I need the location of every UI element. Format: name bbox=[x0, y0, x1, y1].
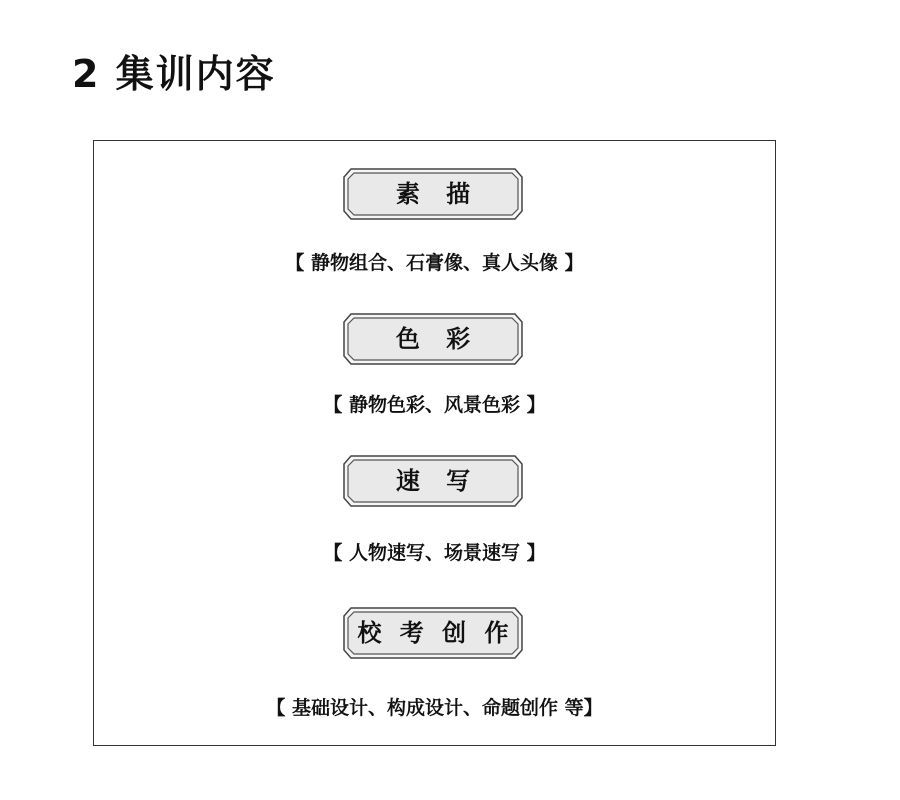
section-description: 【 静物色彩、风景色彩 】 bbox=[323, 394, 546, 416]
section-title: 色 彩 bbox=[395, 325, 480, 353]
section-plaque bbox=[343, 313, 523, 365]
section-sketch bbox=[94, 168, 775, 278]
section-description: 【 基础设计、构成设计、命题创作 等】 bbox=[266, 697, 603, 719]
section-plaque bbox=[343, 455, 523, 507]
section-title: 素 描 bbox=[395, 180, 480, 208]
section-quick-sketch bbox=[94, 455, 775, 565]
section-plaque bbox=[343, 607, 523, 659]
section-description: 【 人物速写、场景速写 】 bbox=[323, 542, 546, 564]
content-box bbox=[93, 140, 776, 746]
section-color bbox=[94, 313, 775, 423]
section-school-exam bbox=[94, 607, 775, 717]
section-title: 速 写 bbox=[395, 467, 480, 495]
section-plaque bbox=[343, 168, 523, 220]
section-title: 校 考 创 作 bbox=[357, 619, 514, 647]
page-title: 2 集训内容 bbox=[72, 52, 276, 96]
section-description: 【 静物组合、石膏像、真人头像 】 bbox=[285, 252, 584, 274]
